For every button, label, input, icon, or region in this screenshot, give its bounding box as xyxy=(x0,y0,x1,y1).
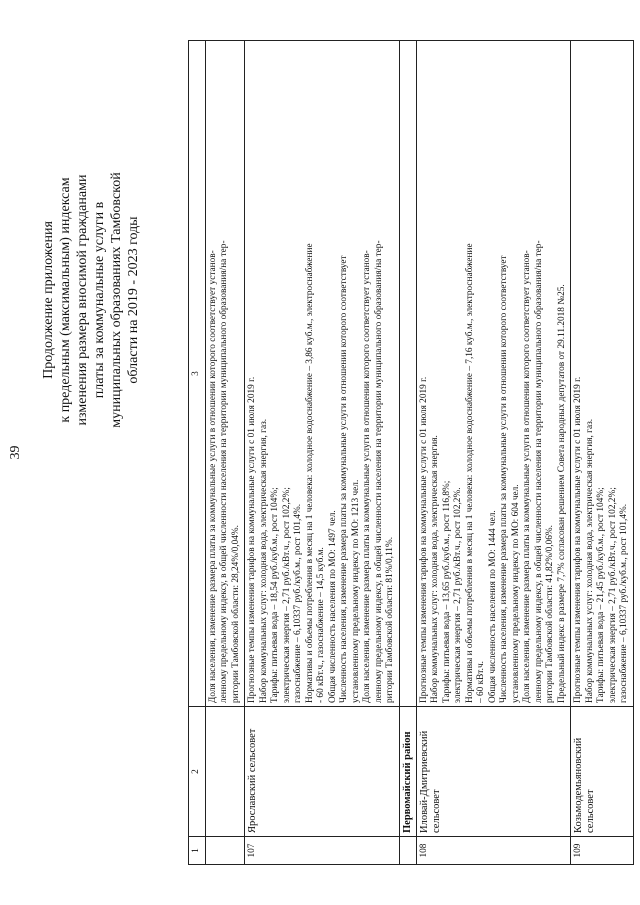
district-name: Первомайский район xyxy=(399,707,416,837)
detail-line: газоснабжение – 6,10337 руб./куб.м., рост 101,4%. xyxy=(619,503,629,703)
heading-line: к предельным (максимальным) индексам xyxy=(58,177,73,423)
column-number-header: 1 xyxy=(189,837,206,865)
detail-line: установленному предельному индексу по МО: 1213 чел. xyxy=(350,479,361,703)
detail-line: Численность населения, изменение размера платы за коммунальные услуги в отношении которого соответствует xyxy=(339,255,349,703)
detail-line: электрическая энергия – 2,71 руб./кВт.ч., рост 102,2%; xyxy=(607,487,618,703)
row-number xyxy=(205,837,245,865)
detail-line: Набор коммунальных услуг: холодная вода, электрическая энергия, газ. xyxy=(258,418,269,703)
tariff-details xyxy=(205,41,245,707)
detail-line: Общая численность населения по МО: 1444 чел. xyxy=(487,510,498,703)
detail-line: Тарифы: питьевая вода – 21,45 руб./куб.м., рост 104%; xyxy=(596,487,606,703)
detail-line: электрическая энергия – 2,71 руб./кВт.ч., рост 102,2%; xyxy=(281,487,292,703)
detail-line: Тарифы: питьевая вода – 18,54 руб./куб.м., рост 104%; xyxy=(270,487,280,703)
detail-line: - 60 кВт.ч., газоснабжение – 14,5 куб.м. xyxy=(316,547,326,703)
row-number xyxy=(399,837,416,865)
detail-line: ленному предельному индексу, в общей численности населения на территории муниципального образования/на тер- xyxy=(373,240,384,703)
appendix-heading xyxy=(40,80,142,520)
table-row xyxy=(571,41,634,865)
detail-line: Прогнозные темпы изменения тарифов на коммунальные услуги с 01 июля 2019 г. xyxy=(418,376,429,703)
row-number: 107 xyxy=(245,837,400,865)
detail-line: – 60 кВт.ч. xyxy=(476,661,486,703)
detail-line: Прогнозные темпы изменения тарифов на коммунальные услуги с 01 июля 2019 г. xyxy=(247,376,257,703)
detail-line: Тарифы: питьевая вода – 13,65 руб./куб.м., рост 116,8%; xyxy=(441,480,452,703)
municipality-name xyxy=(205,707,245,837)
heading-line: изменения размера вносимой гражданами xyxy=(75,174,90,426)
municipality-name: Ярославский сельсовет xyxy=(245,707,400,837)
municipal-index-table xyxy=(188,40,634,865)
detail-line: Предельный индекс в размере 7,7% согласован решением Совета народных депутатов от 29.11.2018 №25. xyxy=(556,284,567,703)
municipality-name: Козьмодемьяновский сельсовет xyxy=(571,707,634,837)
detail-line: Численность населения, изменение размера платы за коммунальные услуги в отношении которого соответствует xyxy=(499,255,509,703)
detail-line: Прогнозные темпы изменения тарифов на коммунальные услуги с 01 июля 2019 г. xyxy=(573,376,583,703)
table-row xyxy=(416,41,571,865)
table-row xyxy=(205,41,245,865)
column-name-header: 2 xyxy=(189,707,206,837)
heading-line: Продолжение приложения xyxy=(41,221,56,379)
detail-line: Доля населения, изменение размера платы за коммунальные услуги в отношении которого соответствует установ- xyxy=(362,250,372,703)
detail-line: ритории Тамбовской области: 41,82%/0,06%. xyxy=(545,525,555,703)
detail-line: ленному предельному индексу, в общей численности населения на территории муниципального образования/на тер- xyxy=(533,240,544,703)
detail-line: установленному предельному индексу по МО: 604 чел. xyxy=(510,484,521,703)
detail-line: Доля населения, изменение размера платы за коммунальные услуги в отношении которого соответствует установ- xyxy=(522,250,532,703)
detail-line: Набор коммунальных услуг: холодная вода, электрическая энергия. xyxy=(430,435,440,703)
heading-line: области на 2019 - 2023 годы xyxy=(126,216,141,384)
detail-line: ритории Тамбовской области: 28,24%/0,04%. xyxy=(230,525,241,703)
municipality-name: Иловай-Дмитриевский сельсовет xyxy=(416,707,571,837)
district-row xyxy=(399,41,416,865)
detail-line: ритории Тамбовской области: 81%/0,11%. xyxy=(385,536,395,703)
heading-line: муниципальных образованиях Тамбовской xyxy=(109,172,124,428)
column-info-header: 3 xyxy=(189,41,206,707)
detail-line: Нормативы и объемы потребления в месяц на 1 человека: холодное водоснабжение – 3,86 куб.м., электроснабжение xyxy=(304,243,315,703)
tariff-details xyxy=(399,41,416,707)
tariff-details xyxy=(416,41,571,707)
table-header-row xyxy=(189,41,206,865)
heading-line: платы за коммунальные услуги в xyxy=(92,201,107,399)
detail-line: электрическая энергия – 2,71 руб./кВт.ч., рост 102,2%. xyxy=(453,487,463,703)
row-number: 109 xyxy=(571,837,634,865)
detail-line: Нормативы и объемы потребления в месяц на 1 человека: холодное водоснабжение – 7,16 куб.м., электроснабжение xyxy=(464,243,475,703)
tariff-details xyxy=(245,41,400,707)
detail-line: Доля населения, изменение размера платы за коммунальные услуги в отношении которого соответствует установ- xyxy=(207,250,218,703)
detail-line: Набор коммунальных услуг: холодная вода, электрическая энергия, газ. xyxy=(584,418,595,703)
table-row xyxy=(245,41,400,865)
tariff-details xyxy=(571,41,634,707)
page-number: 39 xyxy=(8,445,23,460)
detail-line: Общая численность населения по МО: 1497 чел. xyxy=(327,510,338,703)
detail-line: газоснабжение – 6,10337 руб./куб.м., рост 101,4%. xyxy=(293,503,303,703)
detail-line: ленному предельному индексу, в общей численности населения на территории муниципального образования/на тер- xyxy=(219,240,229,703)
row-number: 108 xyxy=(416,837,571,865)
